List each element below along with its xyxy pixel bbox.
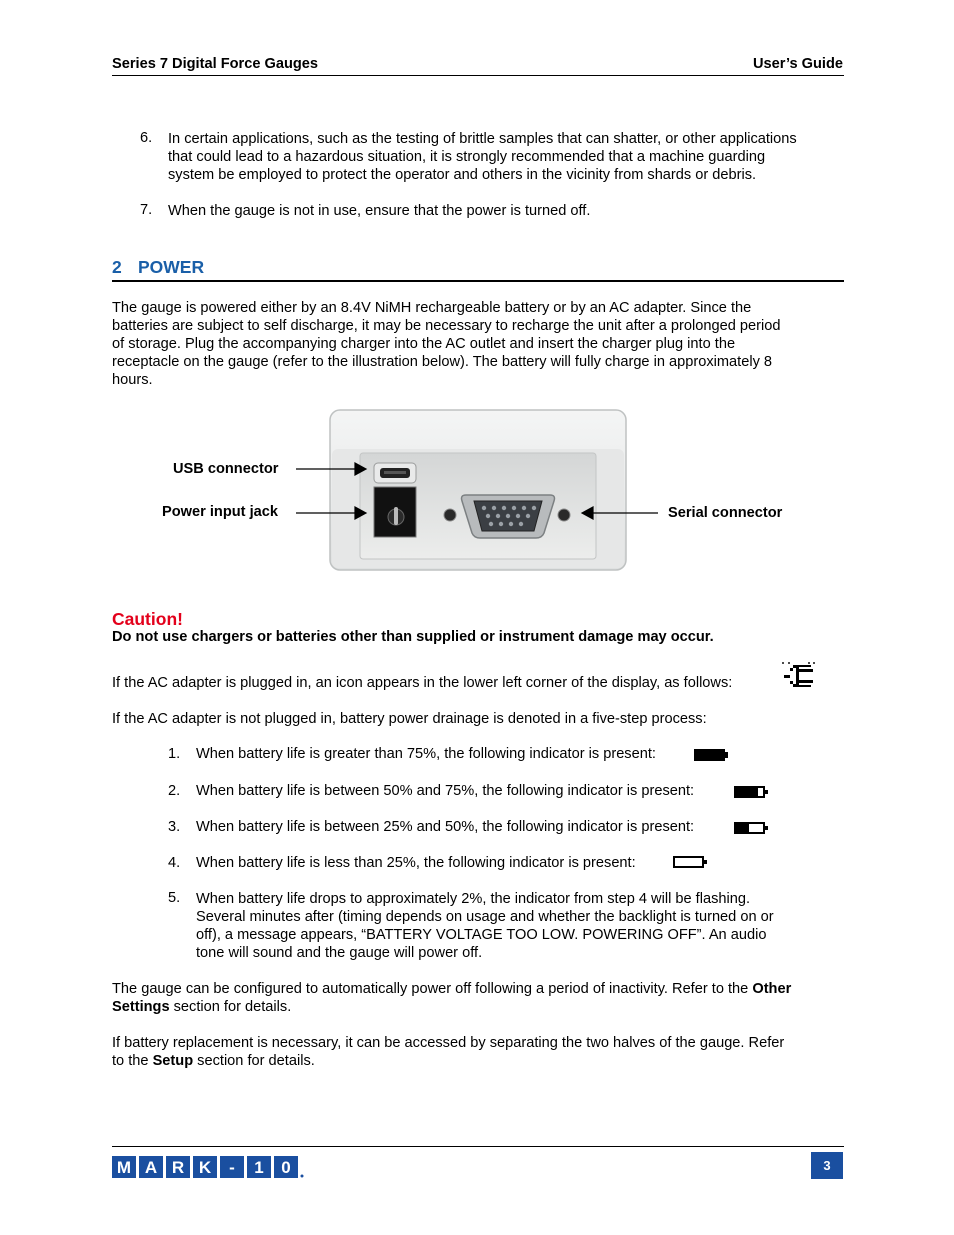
battery-three-quarter-icon <box>734 785 770 799</box>
svg-text:-: - <box>229 1158 235 1177</box>
list-number: 7. <box>140 202 153 218</box>
mark-10-logo <box>112 1156 306 1180</box>
list-text: When battery life is between 50% and 75%, the following indicator is present: <box>196 783 695 799</box>
setup-ref: Setup <box>152 1053 194 1069</box>
ac-plugged-text: If the AC adapter is plugged in, an icon appears in the lower left corner of the display, as follows: <box>112 675 733 691</box>
battery-half-icon <box>734 821 770 835</box>
line <box>112 998 844 1016</box>
line: off), a message appears, “BATTERY VOLTAGE TOO LOW. POWERING OFF”. An audio <box>196 927 767 943</box>
list-number: 3. <box>168 819 181 835</box>
svg-text:K: K <box>198 1158 212 1177</box>
section-heading <box>112 257 204 278</box>
gauge-connector-illustration <box>160 405 800 577</box>
text: section for details. <box>169 999 292 1015</box>
other-settings-ref: Other <box>752 981 792 997</box>
svg-text:0: 0 <box>281 1158 291 1177</box>
line: tone will sound and the gauge will power off. <box>196 945 483 961</box>
line: In certain applications, such as the testing of brittle samples that can shatter, or other applications <box>168 131 797 147</box>
svg-text:R: R <box>171 1158 185 1177</box>
other-settings-ref: Settings <box>112 999 170 1015</box>
battery-empty-icon <box>673 855 709 869</box>
list-text <box>196 890 846 962</box>
header-rule <box>112 75 844 76</box>
auto-off-paragraph <box>112 980 844 1016</box>
line: that could lead to a hazardous situation, it is strongly recommended that a machine guarding <box>168 149 766 165</box>
footer-rule <box>112 1146 844 1147</box>
ac-not-plugged-text: If the AC adapter is not plugged in, battery power drainage is denoted in a five-step process: <box>112 711 707 727</box>
line: Several minutes after (timing depends on usage and whether the backlight is turned on or <box>196 909 774 925</box>
line: hours. <box>112 372 153 388</box>
section-rule <box>112 280 844 282</box>
list-number: 1. <box>168 746 181 762</box>
line: receptacle on the gauge (refer to the illustration below). The battery will fully charge in approximately 8 <box>112 354 773 370</box>
battery-full-icon <box>694 748 730 762</box>
line: of storage. Plug the accompanying charger into the AC outlet and insert the charger plug into the <box>112 336 736 352</box>
list-text: When battery life is between 25% and 50%, the following indicator is present: <box>196 819 695 835</box>
list-number: 6. <box>140 130 153 146</box>
header-title: Series 7 Digital Force Gauges <box>112 56 319 72</box>
power-input-jack-label: Power input jack <box>162 504 278 520</box>
caution-text: Do not use chargers or batteries other than supplied or instrument damage may occur. <box>112 629 714 645</box>
line: batteries are subject to self discharge, it may be necessary to recharge the unit after a prolonged period <box>112 318 781 334</box>
list-text: When battery life is greater than 75%, the following indicator is present: <box>196 746 656 762</box>
ac-plug-icon <box>780 662 816 690</box>
serial-connector-icon <box>462 495 555 538</box>
line: The gauge is powered either by an 8.4V NiMH rechargeable battery or by an AC adapter. Since the <box>112 300 752 316</box>
caution-title: Caution! <box>112 609 183 629</box>
svg-text:M: M <box>116 1158 132 1177</box>
list-number: 4. <box>168 855 181 871</box>
line <box>112 1052 844 1070</box>
serial-connector-label: Serial connector <box>668 505 783 521</box>
intro-paragraph <box>112 299 844 389</box>
text: section for details. <box>193 1053 315 1069</box>
screw-hole-icon <box>444 509 456 521</box>
page-number: 3 <box>811 1152 843 1179</box>
replacement-paragraph <box>112 1034 844 1070</box>
svg-text:1: 1 <box>254 1158 264 1177</box>
usb-connector-label: USB connector <box>173 461 279 477</box>
text: The gauge can be configured to automatically power off following a period of inactivity. Refer to the <box>112 981 753 997</box>
list-text: When battery life is less than 25%, the following indicator is present: <box>196 855 636 871</box>
list-number: 2. <box>168 783 181 799</box>
power-jack-icon <box>374 487 416 537</box>
line: When battery life drops to approximately 2%, the indicator from step 4 will be flashing. <box>196 891 751 907</box>
section-title: POWER <box>138 257 205 277</box>
list-text <box>168 130 848 184</box>
text: to the <box>112 1053 153 1069</box>
list-text: When the gauge is not in use, ensure that the power is turned off. <box>168 203 591 219</box>
svg-text:A: A <box>144 1158 158 1177</box>
list-number: 5. <box>168 890 181 906</box>
screw-hole-icon <box>558 509 570 521</box>
usb-port-icon <box>374 463 416 483</box>
section-number: 2 <box>112 257 122 277</box>
line: system be employed to protect the operator and others in the vicinity from shards or debris. <box>168 167 757 183</box>
line <box>112 980 844 998</box>
line: If battery replacement is necessary, it can be accessed by separating the two halves of the gauge. Refer <box>112 1035 785 1051</box>
header-guide: User’s Guide <box>752 56 843 72</box>
